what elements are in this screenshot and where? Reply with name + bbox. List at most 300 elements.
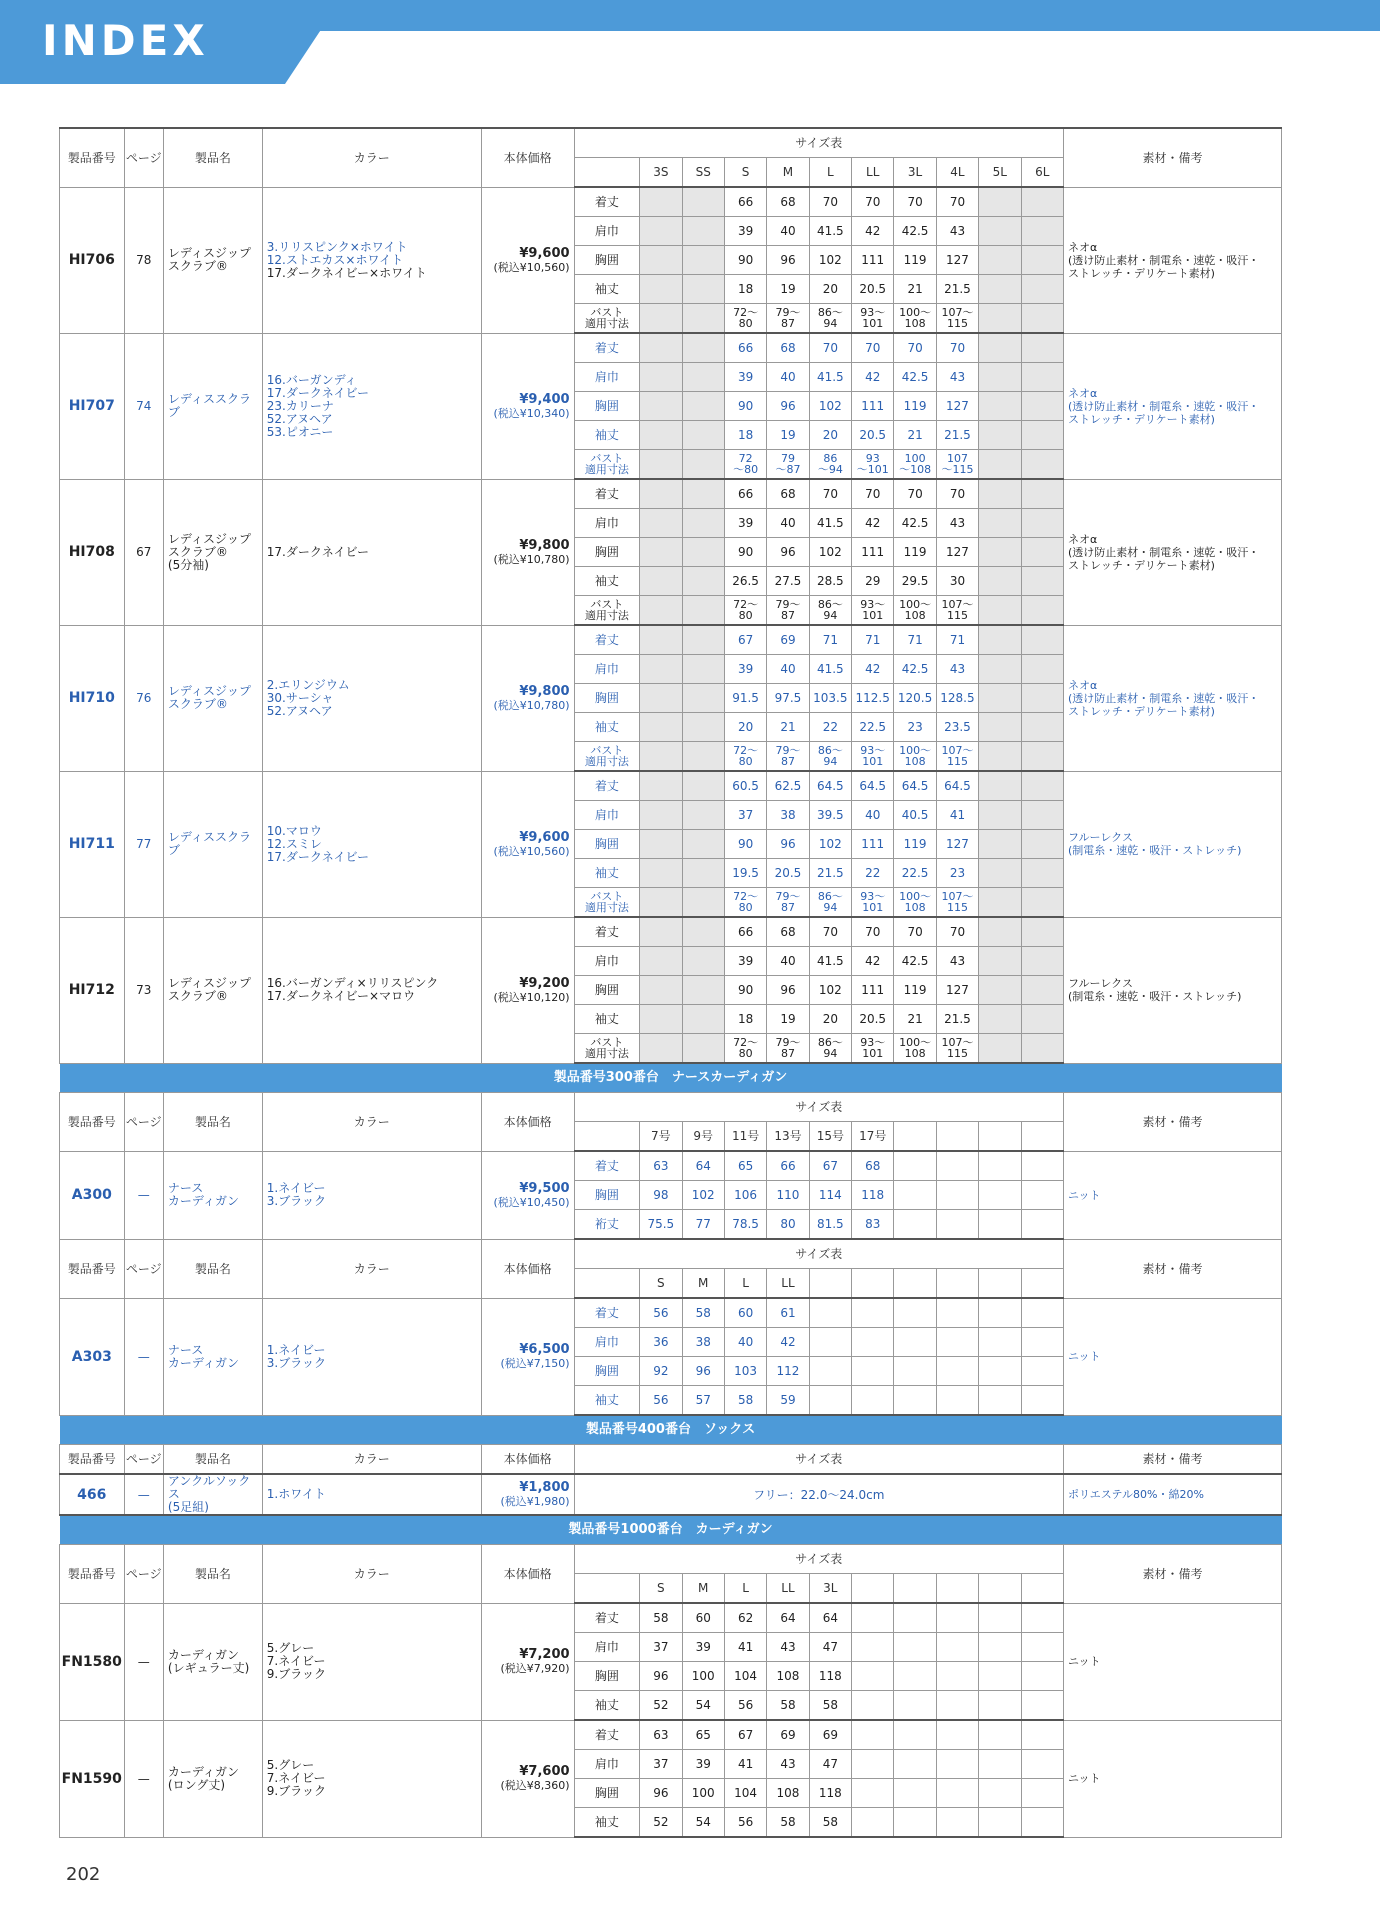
size-value: 90: [724, 976, 766, 1005]
size-empty: [852, 1603, 894, 1633]
col-header-color: カラー: [262, 128, 481, 187]
row-label: 肩巾: [574, 947, 640, 976]
size-empty: [1021, 1181, 1063, 1210]
size-data-row: [60, 187, 1282, 217]
product-price: [481, 1474, 574, 1515]
material-text: [1068, 679, 1281, 718]
size-header: M: [767, 158, 809, 188]
product-name-text: [168, 685, 262, 711]
header-row: [60, 1445, 1282, 1475]
size-value: 40: [724, 1328, 766, 1357]
size-value-line: 107〜: [941, 890, 974, 903]
size-value-line: 108: [904, 609, 926, 622]
col-header-size: サイズ表: [574, 1445, 1063, 1475]
size-empty: [1021, 275, 1063, 304]
col-header-page: ページ: [124, 1093, 163, 1152]
size-value-line: 86〜: [817, 890, 843, 903]
size-value: 65: [682, 1720, 724, 1750]
product-name-text-line: ナース: [167, 1181, 204, 1195]
size-value: 96: [767, 392, 809, 421]
material-text-line: フルーレクス: [1067, 831, 1133, 844]
size-header: [1021, 1269, 1063, 1299]
size-value: 27.5: [767, 567, 809, 596]
size-value-line: 107〜: [941, 598, 974, 611]
size-value: 20: [809, 421, 851, 450]
size-value: 37: [640, 1750, 682, 1779]
row-label-bust-1: バスト: [590, 1036, 624, 1049]
size-value: 70: [936, 479, 978, 509]
size-value-line: 93: [865, 452, 880, 465]
color-option: [267, 1182, 481, 1208]
size-empty: [894, 1357, 936, 1386]
size-value: 43: [936, 363, 978, 392]
row-label: 着丈: [574, 1151, 640, 1181]
size-empty: [979, 1386, 1021, 1416]
row-label-bust-2: 適用寸法: [584, 463, 629, 476]
size-value: 59: [767, 1386, 809, 1416]
product-page: —: [124, 1151, 163, 1239]
size-value-line: 107〜: [941, 306, 974, 319]
size-empty: [979, 771, 1021, 801]
size-empty: [894, 1691, 936, 1721]
size-value: 60.5: [724, 771, 766, 801]
color-option-line: 7.ネイビー: [266, 1771, 326, 1785]
size-empty: [936, 1328, 978, 1357]
product-material: [1063, 187, 1281, 333]
product-name-text: [168, 1182, 262, 1208]
size-value-line: 100〜: [899, 306, 932, 319]
product-name-text: [168, 533, 262, 572]
size-value: 43: [936, 655, 978, 684]
size-empty: [894, 1298, 936, 1328]
product-id: HI708: [60, 479, 125, 625]
size-value: 21.5: [936, 421, 978, 450]
product-name-text-line: レディスジップ: [167, 976, 251, 990]
size-value-line: 〜94: [817, 463, 843, 476]
size-value: [809, 742, 851, 772]
row-label: 着丈: [574, 625, 640, 655]
size-value: [767, 304, 809, 334]
product-page: —: [124, 1720, 163, 1837]
size-value: 100: [682, 1662, 724, 1691]
size-header: S: [640, 1574, 682, 1604]
size-empty: [979, 1808, 1021, 1838]
size-value: 65: [724, 1151, 766, 1181]
size-empty: [936, 1151, 978, 1181]
color-option-line: 5.グレー: [266, 1641, 315, 1655]
size-value: 43: [936, 947, 978, 976]
size-value: 42.5: [894, 947, 936, 976]
size-header: 9号: [682, 1122, 724, 1152]
size-value: 21: [894, 1005, 936, 1034]
size-value: [767, 1034, 809, 1064]
size-value: 42: [852, 655, 894, 684]
size-empty: [852, 1779, 894, 1808]
product-name-text-line: レディススクラブ: [167, 830, 251, 857]
size-value: 118: [852, 1181, 894, 1210]
size-empty: [979, 1357, 1021, 1386]
size-empty: [682, 801, 724, 830]
row-label: 袖丈: [574, 1005, 640, 1034]
size-value-line: 100〜: [899, 890, 932, 903]
size-value-line: 115: [946, 901, 968, 914]
product-material: ニット: [1063, 1720, 1281, 1837]
size-value: [894, 888, 936, 918]
size-empty: [682, 655, 724, 684]
size-empty: [936, 1750, 978, 1779]
color-option-line: 23.カリーナ: [266, 398, 334, 413]
size-value-line: 80: [738, 317, 753, 330]
size-value-line: 〜108: [899, 463, 932, 476]
size-value: 21: [894, 275, 936, 304]
row-label: 袖丈: [574, 1386, 640, 1416]
size-empty: [979, 1633, 1021, 1662]
size-empty: [1021, 363, 1063, 392]
size-value: 81.5: [809, 1210, 851, 1240]
size-value: 18: [724, 1005, 766, 1034]
size-value: 20.5: [767, 859, 809, 888]
size-empty: [640, 655, 682, 684]
row-label: 着丈: [574, 479, 640, 509]
size-value-line: 〜87: [775, 463, 801, 476]
size-value: 23: [894, 713, 936, 742]
size-header-blank: [574, 1574, 640, 1604]
color-option: [267, 679, 481, 718]
size-value: 102: [809, 246, 851, 275]
material-text-line: ストレッチ・デリケート素材): [1067, 704, 1215, 718]
product-page: 74: [124, 333, 163, 479]
size-empty: [979, 421, 1021, 450]
size-header: L: [809, 158, 851, 188]
size-value-line: 93〜: [860, 306, 886, 319]
size-value: [767, 888, 809, 918]
size-value-line: 100〜: [899, 1036, 932, 1049]
product-name-text-line: ナース: [167, 1342, 204, 1357]
size-empty: [979, 567, 1021, 596]
size-value: 42: [852, 947, 894, 976]
size-value-line: 108: [904, 317, 926, 330]
material-text-line: (透け防止素材・制電糸・速乾・吸汗・: [1067, 253, 1260, 267]
size-empty: [682, 596, 724, 626]
size-value: 63: [640, 1720, 682, 1750]
material-text-line: (透け防止素材・制電糸・速乾・吸汗・: [1067, 545, 1260, 559]
row-label-bust: [574, 596, 640, 626]
size-value: 91.5: [724, 684, 766, 713]
size-value: 70: [894, 479, 936, 509]
size-value-line: 93〜: [860, 1036, 886, 1049]
size-value: 29: [852, 567, 894, 596]
size-empty: [1021, 830, 1063, 859]
product-name-text: [168, 1766, 262, 1792]
size-value: 68: [767, 187, 809, 217]
page-number: 202: [66, 1864, 101, 1885]
size-value: 102: [809, 830, 851, 859]
size-value: 39: [724, 363, 766, 392]
material-text-line: ネオα: [1067, 532, 1098, 546]
size-value: 69: [767, 1720, 809, 1750]
row-label-bust-2: 適用寸法: [584, 1047, 629, 1060]
size-value: 21: [894, 421, 936, 450]
size-empty: [682, 976, 724, 1005]
row-label-bust: [574, 1034, 640, 1064]
size-value: 66: [724, 917, 766, 947]
size-value: 70: [936, 917, 978, 947]
size-value: 40: [767, 509, 809, 538]
price-value: ¥9,800: [519, 537, 570, 553]
col-header-material: 素材・備考: [1063, 1445, 1281, 1475]
price-value: ¥9,400: [519, 391, 570, 407]
col-header-name: 製品名: [163, 1445, 262, 1475]
color-option: [267, 825, 481, 864]
size-value: 69: [767, 625, 809, 655]
size-empty: [1021, 684, 1063, 713]
size-empty: [809, 1298, 851, 1328]
product-material: [1063, 333, 1281, 479]
size-empty: [809, 1386, 851, 1416]
row-label: 肩巾: [574, 363, 640, 392]
size-empty: [979, 333, 1021, 363]
header-row: [60, 1093, 1282, 1122]
size-value: 96: [767, 246, 809, 275]
size-value: 42.5: [894, 217, 936, 246]
size-value: [894, 304, 936, 334]
size-empty: [979, 392, 1021, 421]
size-value: 41: [936, 801, 978, 830]
row-label-bust-2: 適用寸法: [584, 317, 629, 330]
size-value-line: 86: [823, 452, 838, 465]
size-value: [809, 450, 851, 480]
size-value: 108: [767, 1779, 809, 1808]
price-tax: (税込¥10,780): [493, 698, 570, 712]
row-label: 肩巾: [574, 217, 640, 246]
size-value-line: 〜80: [733, 463, 759, 476]
size-empty: [682, 246, 724, 275]
size-value: 64: [809, 1603, 851, 1633]
price-value: ¥9,500: [519, 1180, 570, 1196]
size-header: L: [724, 1574, 766, 1604]
size-header: [1021, 1574, 1063, 1604]
size-value-line: 93〜: [860, 744, 886, 757]
product-material: [1063, 771, 1281, 917]
product-price: [481, 1298, 574, 1415]
material-text: [1068, 241, 1281, 280]
size-value: 20: [809, 275, 851, 304]
size-empty: [640, 479, 682, 509]
size-value-line: 79〜: [775, 744, 801, 757]
col-header-color: カラー: [262, 1445, 481, 1475]
size-empty: [979, 1603, 1021, 1633]
size-empty: [894, 1808, 936, 1838]
product-material: [1063, 479, 1281, 625]
size-empty: [894, 1633, 936, 1662]
size-value: 42: [852, 509, 894, 538]
size-value: [936, 888, 978, 918]
product-name-text-line: カーディガン: [167, 1764, 239, 1779]
section-header-row: [60, 1515, 1282, 1545]
size-value: 102: [809, 392, 851, 421]
size-data-row: [60, 917, 1282, 947]
size-empty: [640, 450, 682, 480]
size-value: [936, 304, 978, 334]
size-value: [894, 596, 936, 626]
size-value: 23.5: [936, 713, 978, 742]
price-tax: (税込¥10,560): [493, 844, 570, 858]
size-value: 67: [809, 1151, 851, 1181]
size-value-line: 72: [738, 452, 753, 465]
size-data-row: [60, 1298, 1282, 1328]
size-data-row: [60, 625, 1282, 655]
size-value: 42.5: [894, 509, 936, 538]
size-value-line: 107〜: [941, 744, 974, 757]
index-table: [59, 127, 1282, 1838]
size-value: 20: [724, 713, 766, 742]
row-label: 袖丈: [574, 567, 640, 596]
size-value: 26.5: [724, 567, 766, 596]
size-value: [809, 304, 851, 334]
size-empty: [979, 363, 1021, 392]
size-empty: [852, 1662, 894, 1691]
size-value: 71: [936, 625, 978, 655]
size-value: 43: [936, 217, 978, 246]
size-empty: [682, 421, 724, 450]
size-empty: [640, 947, 682, 976]
size-empty: [682, 917, 724, 947]
size-empty: [682, 392, 724, 421]
size-empty: [979, 917, 1021, 947]
price-value: ¥7,200: [519, 1647, 570, 1662]
material-text-line: ネオα: [1067, 386, 1098, 400]
size-empty: [979, 888, 1021, 918]
product-material: ポリエステル80%・綿20%: [1063, 1474, 1281, 1515]
size-value: 21.5: [936, 1005, 978, 1034]
size-value: 58: [767, 1808, 809, 1838]
col-header-page: ページ: [124, 128, 163, 187]
size-value: 52: [640, 1691, 682, 1721]
color-option-line: 12.スミレ: [266, 836, 322, 851]
size-value: 43: [767, 1750, 809, 1779]
size-empty: [979, 859, 1021, 888]
product-name: [163, 1720, 262, 1837]
size-value-line: 94: [823, 755, 838, 768]
color-option-line: 16.バーガンディ: [266, 372, 357, 387]
size-empty: [1021, 1357, 1063, 1386]
size-value: 64.5: [809, 771, 851, 801]
section-header-row: [60, 1063, 1282, 1093]
size-value: 96: [767, 538, 809, 567]
size-value: 22.5: [852, 713, 894, 742]
size-value-line: 80: [738, 901, 753, 914]
size-header: L: [724, 1269, 766, 1299]
size-value: 40: [767, 363, 809, 392]
size-value: 41.5: [809, 217, 851, 246]
size-empty: [936, 1386, 978, 1416]
size-empty: [1021, 1386, 1063, 1416]
row-label: 胸囲: [574, 684, 640, 713]
size-value: 71: [809, 625, 851, 655]
size-empty: [682, 479, 724, 509]
size-empty: [640, 742, 682, 772]
size-empty: [682, 538, 724, 567]
size-empty: [979, 538, 1021, 567]
product-name: [163, 479, 262, 625]
product-name-text-line: (ロング丈): [167, 1777, 226, 1792]
size-empty: [1021, 567, 1063, 596]
size-value-line: 94: [823, 901, 838, 914]
size-empty: [1021, 1691, 1063, 1721]
size-value: 70: [936, 187, 978, 217]
size-empty: [1021, 1633, 1063, 1662]
size-value-line: 80: [738, 1047, 753, 1060]
size-empty: [894, 1328, 936, 1357]
size-value: 40: [767, 217, 809, 246]
size-empty: [640, 304, 682, 334]
size-value-line: 101: [862, 901, 884, 914]
product-page: —: [124, 1298, 163, 1415]
size-value-line: 87: [780, 1047, 795, 1060]
product-colors: [262, 333, 481, 479]
size-value: 71: [894, 625, 936, 655]
size-value-line: 80: [738, 755, 753, 768]
size-value: 42: [852, 363, 894, 392]
product-name: [163, 1298, 262, 1415]
size-value: 127: [936, 392, 978, 421]
product-name-text: [168, 1344, 262, 1370]
color-option-line: 17.ダークネイビー×マロウ: [266, 989, 416, 1003]
size-data-row: [60, 479, 1282, 509]
size-value-line: 94: [823, 609, 838, 622]
size-value: 119: [894, 392, 936, 421]
row-label: 肩巾: [574, 1633, 640, 1662]
product-colors: [262, 187, 481, 333]
size-empty: [682, 333, 724, 363]
color-option-line: 3.ブラック: [266, 1194, 326, 1208]
size-value: 21.5: [936, 275, 978, 304]
size-value: 39: [724, 947, 766, 976]
size-value: [894, 450, 936, 480]
size-value-line: 87: [780, 901, 795, 914]
size-value: [767, 742, 809, 772]
size-value-line: 115: [946, 609, 968, 622]
size-value: 41.5: [809, 363, 851, 392]
size-empty: [894, 1662, 936, 1691]
size-empty: [1021, 1603, 1063, 1633]
size-header: 7号: [640, 1122, 682, 1152]
size-value: 112: [767, 1357, 809, 1386]
size-empty: [979, 1005, 1021, 1034]
size-header: 17号: [852, 1122, 894, 1152]
color-option-line: 17.ダークネイビー: [266, 544, 370, 559]
size-value: 57: [682, 1386, 724, 1416]
size-empty: [682, 1034, 724, 1064]
size-data-row: [60, 771, 1282, 801]
size-value: 56: [640, 1298, 682, 1328]
col-header-size: サイズ表: [574, 1545, 1063, 1574]
product-id: A300: [60, 1151, 125, 1239]
color-option-line: 3.リリスピンク×ホワイト: [266, 239, 408, 254]
material-text-line: ネオα: [1067, 240, 1098, 254]
size-value: 127: [936, 246, 978, 275]
product-page: 77: [124, 771, 163, 917]
size-value: 21.5: [809, 859, 851, 888]
product-material: [1063, 917, 1281, 1063]
price-tax: (税込¥10,120): [493, 990, 570, 1004]
header-row: [60, 1545, 1282, 1574]
col-header-pid: 製品番号: [60, 1239, 125, 1298]
row-label: 袖丈: [574, 421, 640, 450]
size-value: 127: [936, 830, 978, 859]
size-header: 13号: [767, 1122, 809, 1152]
size-value: 23: [936, 859, 978, 888]
